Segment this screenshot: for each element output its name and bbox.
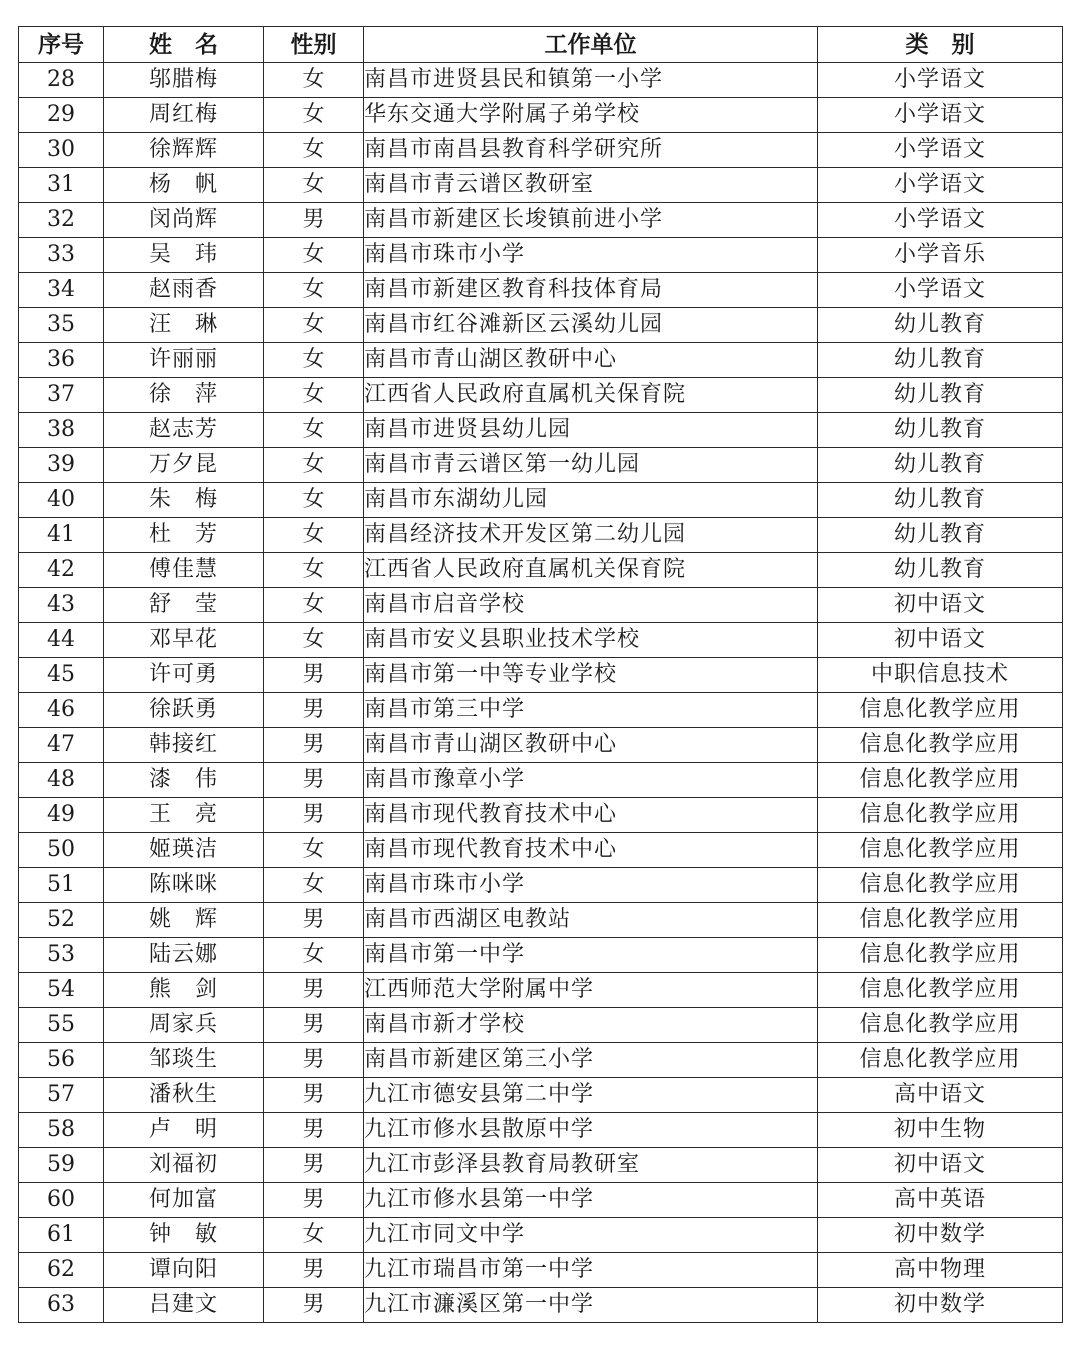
table-row	[19, 728, 1063, 763]
cell-gender: 女	[264, 378, 364, 413]
table-row	[19, 1008, 1063, 1043]
cell-name: 杜 芳	[104, 518, 264, 553]
cell-gender: 女	[264, 1218, 364, 1253]
cell-unit: 南昌市南昌县教育科学研究所	[364, 133, 818, 168]
cell-gender: 男	[264, 1288, 364, 1323]
header-seq: 序号	[19, 27, 104, 63]
cell-name: 赵雨香	[104, 273, 264, 308]
table-row	[19, 903, 1063, 938]
cell-name: 钟 敏	[104, 1218, 264, 1253]
cell-category: 幼儿教育	[818, 448, 1063, 483]
table-row	[19, 413, 1063, 448]
cell-seq: 54	[19, 973, 104, 1008]
cell-category: 信息化教学应用	[818, 693, 1063, 728]
table-row	[19, 308, 1063, 343]
cell-name: 吴 玮	[104, 238, 264, 273]
cell-gender: 男	[264, 203, 364, 238]
cell-gender: 女	[264, 133, 364, 168]
cell-category: 信息化教学应用	[818, 1008, 1063, 1043]
cell-unit: 九江市濂溪区第一中学	[364, 1288, 818, 1323]
cell-name: 徐跃勇	[104, 693, 264, 728]
table-row	[19, 168, 1063, 203]
cell-gender: 男	[264, 1078, 364, 1113]
table-row	[19, 1183, 1063, 1218]
cell-gender: 男	[264, 728, 364, 763]
cell-category: 信息化教学应用	[818, 763, 1063, 798]
cell-unit: 江西省人民政府直属机关保育院	[364, 553, 818, 588]
cell-category: 信息化教学应用	[818, 833, 1063, 868]
cell-unit: 南昌市青云谱区教研室	[364, 168, 818, 203]
table-row	[19, 448, 1063, 483]
cell-name: 徐 萍	[104, 378, 264, 413]
cell-seq: 52	[19, 903, 104, 938]
cell-category: 幼儿教育	[818, 518, 1063, 553]
cell-name: 赵志芳	[104, 413, 264, 448]
cell-gender: 女	[264, 63, 364, 98]
cell-gender: 女	[264, 483, 364, 518]
cell-unit: 南昌市第一中学	[364, 938, 818, 973]
table-row	[19, 833, 1063, 868]
table-row	[19, 483, 1063, 518]
cell-name: 邹琰生	[104, 1043, 264, 1078]
cell-category: 高中语文	[818, 1078, 1063, 1113]
cell-name: 闵尚辉	[104, 203, 264, 238]
cell-seq: 34	[19, 273, 104, 308]
cell-gender: 女	[264, 518, 364, 553]
cell-category: 信息化教学应用	[818, 903, 1063, 938]
cell-gender: 女	[264, 238, 364, 273]
cell-gender: 女	[264, 343, 364, 378]
cell-seq: 32	[19, 203, 104, 238]
cell-category: 中职信息技术	[818, 658, 1063, 693]
cell-gender: 女	[264, 938, 364, 973]
cell-seq: 33	[19, 238, 104, 273]
cell-seq: 49	[19, 798, 104, 833]
table-row	[19, 763, 1063, 798]
cell-seq: 60	[19, 1183, 104, 1218]
cell-category: 高中英语	[818, 1183, 1063, 1218]
roster-table	[18, 26, 1063, 1323]
table-row	[19, 238, 1063, 273]
table-row	[19, 378, 1063, 413]
cell-unit: 南昌市新才学校	[364, 1008, 818, 1043]
cell-name: 熊 剑	[104, 973, 264, 1008]
cell-seq: 48	[19, 763, 104, 798]
cell-name: 何加富	[104, 1183, 264, 1218]
cell-seq: 41	[19, 518, 104, 553]
cell-unit: 南昌经济技术开发区第二幼儿园	[364, 518, 818, 553]
cell-unit: 南昌市新建区教育科技体育局	[364, 273, 818, 308]
cell-seq: 61	[19, 1218, 104, 1253]
cell-unit: 南昌市青山湖区教研中心	[364, 343, 818, 378]
cell-unit: 南昌市豫章小学	[364, 763, 818, 798]
cell-gender: 男	[264, 1148, 364, 1183]
cell-gender: 男	[264, 973, 364, 1008]
cell-name: 邓早花	[104, 623, 264, 658]
cell-name: 舒 莹	[104, 588, 264, 623]
cell-gender: 女	[264, 413, 364, 448]
cell-seq: 35	[19, 308, 104, 343]
cell-category: 信息化教学应用	[818, 1043, 1063, 1078]
table-row	[19, 1218, 1063, 1253]
cell-seq: 29	[19, 98, 104, 133]
cell-unit: 南昌市进贤县幼儿园	[364, 413, 818, 448]
cell-name: 刘福初	[104, 1148, 264, 1183]
cell-unit: 南昌市进贤县民和镇第一小学	[364, 63, 818, 98]
table-row	[19, 1148, 1063, 1183]
cell-category: 小学语文	[818, 168, 1063, 203]
cell-gender: 男	[264, 1183, 364, 1218]
table-body	[19, 63, 1063, 1323]
cell-unit: 江西省人民政府直属机关保育院	[364, 378, 818, 413]
table-row	[19, 1043, 1063, 1078]
cell-unit: 南昌市启音学校	[364, 588, 818, 623]
cell-name: 万夕昆	[104, 448, 264, 483]
cell-category: 信息化教学应用	[818, 868, 1063, 903]
cell-seq: 59	[19, 1148, 104, 1183]
cell-name: 陈咪咪	[104, 868, 264, 903]
cell-name: 卢 明	[104, 1113, 264, 1148]
cell-name: 姬瑛洁	[104, 833, 264, 868]
cell-seq: 56	[19, 1043, 104, 1078]
cell-category: 初中数学	[818, 1288, 1063, 1323]
cell-unit: 南昌市现代教育技术中心	[364, 798, 818, 833]
cell-name: 徐辉辉	[104, 133, 264, 168]
cell-category: 幼儿教育	[818, 553, 1063, 588]
header-unit: 工作单位	[364, 27, 818, 63]
table-row	[19, 273, 1063, 308]
cell-category: 幼儿教育	[818, 378, 1063, 413]
cell-name: 吕建文	[104, 1288, 264, 1323]
table-row	[19, 623, 1063, 658]
cell-seq: 57	[19, 1078, 104, 1113]
cell-gender: 女	[264, 623, 364, 658]
cell-gender: 男	[264, 798, 364, 833]
cell-gender: 男	[264, 763, 364, 798]
cell-seq: 53	[19, 938, 104, 973]
cell-gender: 男	[264, 1008, 364, 1043]
cell-unit: 九江市修水县散原中学	[364, 1113, 818, 1148]
cell-unit: 南昌市第一中等专业学校	[364, 658, 818, 693]
table-row	[19, 798, 1063, 833]
cell-unit: 江西师范大学附属中学	[364, 973, 818, 1008]
cell-unit: 南昌市青云谱区第一幼儿园	[364, 448, 818, 483]
table-header	[19, 27, 1063, 63]
cell-category: 幼儿教育	[818, 413, 1063, 448]
cell-gender: 女	[264, 168, 364, 203]
cell-category: 小学语文	[818, 203, 1063, 238]
cell-name: 谭向阳	[104, 1253, 264, 1288]
cell-name: 周红梅	[104, 98, 264, 133]
table-row	[19, 973, 1063, 1008]
header-name: 姓 名	[104, 27, 264, 63]
cell-unit: 南昌市现代教育技术中心	[364, 833, 818, 868]
cell-gender: 女	[264, 868, 364, 903]
cell-category: 初中数学	[818, 1218, 1063, 1253]
cell-name: 潘秋生	[104, 1078, 264, 1113]
cell-name: 朱 梅	[104, 483, 264, 518]
cell-unit: 南昌市新建区长埈镇前进小学	[364, 203, 818, 238]
cell-seq: 42	[19, 553, 104, 588]
cell-category: 幼儿教育	[818, 343, 1063, 378]
cell-gender: 女	[264, 273, 364, 308]
cell-unit: 九江市同文中学	[364, 1218, 818, 1253]
table-row	[19, 1078, 1063, 1113]
cell-gender: 女	[264, 553, 364, 588]
cell-unit: 南昌市第三中学	[364, 693, 818, 728]
cell-gender: 女	[264, 448, 364, 483]
cell-seq: 50	[19, 833, 104, 868]
cell-gender: 男	[264, 1253, 364, 1288]
cell-category: 信息化教学应用	[818, 973, 1063, 1008]
cell-seq: 55	[19, 1008, 104, 1043]
table-row	[19, 693, 1063, 728]
header-gender: 性别	[264, 27, 364, 63]
table-row	[19, 518, 1063, 553]
cell-gender: 男	[264, 658, 364, 693]
cell-category: 高中物理	[818, 1253, 1063, 1288]
cell-category: 小学语文	[818, 63, 1063, 98]
cell-seq: 46	[19, 693, 104, 728]
cell-name: 邬腊梅	[104, 63, 264, 98]
header-row	[19, 27, 1063, 63]
cell-name: 韩接红	[104, 728, 264, 763]
cell-unit: 九江市德安县第二中学	[364, 1078, 818, 1113]
table-row	[19, 343, 1063, 378]
cell-unit: 九江市彭泽县教育局教研室	[364, 1148, 818, 1183]
cell-name: 漆 伟	[104, 763, 264, 798]
cell-category: 幼儿教育	[818, 483, 1063, 518]
cell-gender: 男	[264, 693, 364, 728]
cell-seq: 39	[19, 448, 104, 483]
cell-category: 初中语文	[818, 1148, 1063, 1183]
cell-category: 初中语文	[818, 588, 1063, 623]
table-row	[19, 63, 1063, 98]
table-row	[19, 588, 1063, 623]
cell-name: 汪 琳	[104, 308, 264, 343]
cell-unit: 南昌市珠市小学	[364, 238, 818, 273]
table-row	[19, 133, 1063, 168]
cell-seq: 51	[19, 868, 104, 903]
table-row	[19, 1253, 1063, 1288]
cell-category: 小学语文	[818, 273, 1063, 308]
cell-seq: 43	[19, 588, 104, 623]
cell-seq: 31	[19, 168, 104, 203]
cell-category: 小学语文	[818, 98, 1063, 133]
table-row	[19, 1113, 1063, 1148]
cell-name: 姚 辉	[104, 903, 264, 938]
cell-seq: 30	[19, 133, 104, 168]
cell-gender: 女	[264, 833, 364, 868]
cell-name: 杨 帆	[104, 168, 264, 203]
table-row	[19, 98, 1063, 133]
cell-seq: 47	[19, 728, 104, 763]
cell-unit: 华东交通大学附属子弟学校	[364, 98, 818, 133]
cell-seq: 28	[19, 63, 104, 98]
cell-name: 许可勇	[104, 658, 264, 693]
cell-category: 信息化教学应用	[818, 798, 1063, 833]
cell-seq: 44	[19, 623, 104, 658]
cell-category: 信息化教学应用	[818, 728, 1063, 763]
cell-seq: 40	[19, 483, 104, 518]
cell-gender: 女	[264, 588, 364, 623]
cell-category: 初中语文	[818, 623, 1063, 658]
cell-seq: 62	[19, 1253, 104, 1288]
table-row	[19, 203, 1063, 238]
cell-unit: 南昌市新建区第三小学	[364, 1043, 818, 1078]
table-row	[19, 1288, 1063, 1323]
cell-category: 小学语文	[818, 133, 1063, 168]
cell-category: 信息化教学应用	[818, 938, 1063, 973]
cell-unit: 九江市修水县第一中学	[364, 1183, 818, 1218]
table-row	[19, 553, 1063, 588]
cell-category: 幼儿教育	[818, 308, 1063, 343]
cell-unit: 南昌市东湖幼儿园	[364, 483, 818, 518]
cell-category: 初中生物	[818, 1113, 1063, 1148]
cell-gender: 男	[264, 1113, 364, 1148]
cell-gender: 女	[264, 98, 364, 133]
cell-unit: 南昌市青山湖区教研中心	[364, 728, 818, 763]
cell-unit: 九江市瑞昌市第一中学	[364, 1253, 818, 1288]
cell-name: 许丽丽	[104, 343, 264, 378]
table-row	[19, 938, 1063, 973]
cell-unit: 南昌市安义县职业技术学校	[364, 623, 818, 658]
cell-gender: 男	[264, 1043, 364, 1078]
cell-name: 王 亮	[104, 798, 264, 833]
roster-sheet	[18, 26, 1062, 1323]
cell-unit: 南昌市红谷滩新区云溪幼儿园	[364, 308, 818, 343]
table-row	[19, 658, 1063, 693]
cell-seq: 38	[19, 413, 104, 448]
cell-gender: 女	[264, 308, 364, 343]
cell-seq: 36	[19, 343, 104, 378]
cell-seq: 45	[19, 658, 104, 693]
cell-name: 傅佳慧	[104, 553, 264, 588]
cell-gender: 男	[264, 903, 364, 938]
cell-seq: 63	[19, 1288, 104, 1323]
cell-name: 陆云娜	[104, 938, 264, 973]
header-category: 类 别	[818, 27, 1063, 63]
cell-category: 小学音乐	[818, 238, 1063, 273]
cell-seq: 58	[19, 1113, 104, 1148]
cell-name: 周家兵	[104, 1008, 264, 1043]
cell-unit: 南昌市珠市小学	[364, 868, 818, 903]
cell-unit: 南昌市西湖区电教站	[364, 903, 818, 938]
cell-seq: 37	[19, 378, 104, 413]
table-row	[19, 868, 1063, 903]
